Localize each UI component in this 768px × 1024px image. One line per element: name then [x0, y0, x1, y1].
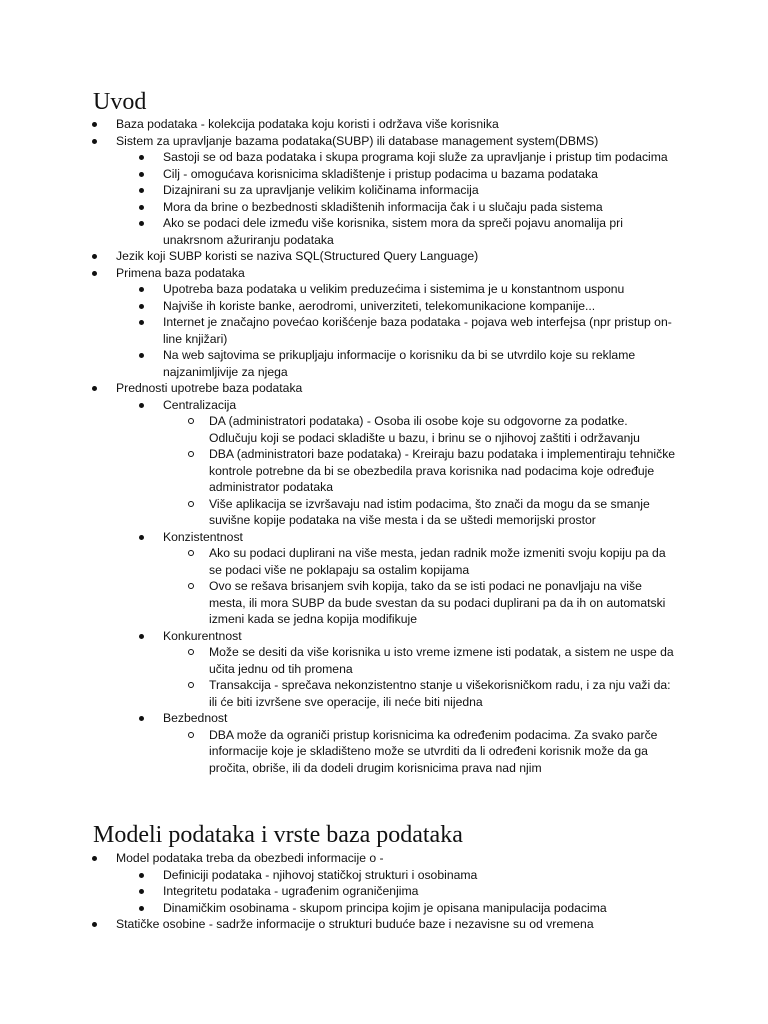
- section-heading-uvod: Uvod: [93, 89, 147, 115]
- bullet-icon: [136, 397, 146, 414]
- bullet-icon: [136, 215, 146, 232]
- circle-bullet-icon: [186, 578, 196, 595]
- bullet-icon: [136, 529, 146, 546]
- list-item-text: Jezik koji SUBP koristi se naziva SQL(Structured Query Language): [116, 249, 479, 263]
- list-item-text: Ako se podaci dele između više korisnika, sistem mora da spreči pojavu anomalija pri unakrsnom ažuriranju podataka: [163, 216, 623, 247]
- list-item-text: Konkurentnost: [163, 628, 242, 643]
- list-item-level-2: [0, 149, 768, 166]
- list-item-level-1: [0, 116, 768, 133]
- bullet-icon: [89, 916, 99, 933]
- bullet-icon: [89, 380, 99, 397]
- bullet-icon: [136, 166, 146, 183]
- list-item-level-2: [0, 166, 768, 183]
- list-item-level-2: [0, 529, 768, 546]
- list-item-level-3: [0, 446, 768, 496]
- list-item-text: Statičke osobine - sadrže informacije o strukturi buduće baze i nezavisne su od vremena: [116, 917, 594, 931]
- list-item-text: Više aplikacija se izvršavaju nad istim podacima, što znači da mogu da se smanje suvišne kopije podataka na više mesta i da se uštedi memorijski prostor: [209, 496, 650, 527]
- bullet-icon: [136, 710, 146, 727]
- list-item-text: Integritetu podataka - ugrađenim ograničenjima: [163, 884, 419, 898]
- bullet-icon: [136, 867, 146, 884]
- list-item-text: Ovo se rešava brisanjem svih kopija, tako da se isti podaci ne ponavljaju na više mesta, ili mora SUBP da bude svestan da su podaci duplirani pa da ih on automatski izmeni kada se jedna kopija modifikuje: [209, 579, 666, 626]
- bullet-list-uvod: [0, 116, 768, 776]
- list-item-level-2: [0, 900, 768, 917]
- circle-bullet-icon: [186, 545, 196, 562]
- list-item-text: Ako su podaci duplirani na više mesta, jedan radnik može izmeniti svoju kopiju pa da se podaci više ne poklapaju sa ostalim kopijama: [209, 546, 666, 577]
- bullet-icon: [89, 850, 99, 867]
- bullet-icon: [136, 182, 146, 199]
- list-item-level-2: [0, 710, 768, 727]
- list-item-text: DBA (administratori baze podataka) - Kreiraju bazu podataka i implementiraju tehničke kontrole potrebne da bi se obezbedila prava korisnika nad podacima koje određuje administrator podataka: [209, 447, 676, 494]
- bullet-icon: [89, 265, 99, 282]
- list-item-level-2: [0, 347, 768, 380]
- list-item-text: DA (administratori podataka) - Osoba ili osobe koje su odgovorne za podatke. Odlučuju koji se podaci skladište u bazu, i brinu se o njihovoj zaštiti i održavanju: [209, 414, 640, 445]
- list-item-text: Dinamičkim osobinama - skupom principa kojim je opisana manipulacija podacima: [163, 900, 607, 915]
- list-item-level-1: [0, 380, 768, 397]
- list-item-text: Prednosti upotrebe baza podataka: [116, 381, 303, 395]
- list-item-text: Na web sajtovima se prikupljaju informacije o korisniku da bi se utvrdilo koje su reklame najzanimljivije za njega: [163, 348, 636, 379]
- list-item-text: Konzistentnost: [163, 529, 243, 544]
- circle-bullet-icon: [186, 496, 196, 513]
- list-item-level-1: [0, 133, 768, 150]
- bullet-icon: [136, 883, 146, 900]
- circle-bullet-icon: [186, 677, 196, 694]
- list-item-level-2: [0, 182, 768, 199]
- list-item-level-3: [0, 496, 768, 529]
- circle-bullet-icon: [186, 446, 196, 463]
- bullet-icon: [136, 900, 146, 917]
- list-item-level-2: [0, 397, 768, 414]
- list-item-text: Model podataka treba da obezbedi informacije o -: [116, 851, 384, 865]
- list-item-level-3: [0, 545, 768, 578]
- list-item-level-2: [0, 298, 768, 315]
- bullet-icon: [136, 281, 146, 298]
- list-item-level-2: [0, 199, 768, 216]
- list-item-level-2: [0, 281, 768, 298]
- list-item-level-2: [0, 628, 768, 645]
- list-item-text: Dizajnirani su za upravljanje velikim količinama informacija: [163, 183, 479, 197]
- list-item-text: Upotreba baza podataka u velikim preduzećima i sistemima je u konstantnom usponu: [163, 282, 625, 296]
- circle-bullet-icon: [186, 727, 196, 744]
- list-item-text: DBA može da ograniči pristup korisnicima ka određenim podacima. Za svako parče informacije koje je skladišteno može se utvrditi da li određeni korisnik može da ga pročita, obriše, ili da dodeli drugim korisnicima prava nad njim: [209, 727, 658, 775]
- bullet-icon: [136, 298, 146, 315]
- list-item-text: Primena baza podataka: [116, 265, 245, 280]
- list-item-text: Centralizacija: [163, 397, 237, 412]
- list-item-level-1: [0, 850, 768, 867]
- circle-bullet-icon: [186, 413, 196, 430]
- list-item-text: Cilj - omogućava korisnicima skladištenje i pristup podacima u bazama podataka: [163, 166, 598, 181]
- list-item-level-2: [0, 215, 768, 248]
- list-item-level-3: [0, 578, 768, 628]
- bullet-icon: [89, 116, 99, 133]
- list-item-text: Najviše ih koriste banke, aerodromi, univerziteti, telekomunikacione kompanije...: [163, 298, 596, 313]
- list-item-text: Bezbednost: [163, 711, 228, 725]
- list-item-level-3: [0, 644, 768, 677]
- circle-bullet-icon: [186, 644, 196, 661]
- section-heading-modeli-podataka: Modeli podataka i vrste baza podataka: [93, 822, 463, 848]
- list-item-text: Transakcija - sprečava nekonzistentno stanje u višekorisničkom radu, i za nju važi da: ili će biti izvršene sve operacije, ili neće biti nijedna: [209, 678, 671, 709]
- list-item-level-3: [0, 727, 768, 777]
- bullet-icon: [136, 314, 146, 331]
- list-item-text: Sistem za upravljanje bazama podataka(SUBP) ili database management system(DBMS): [116, 133, 599, 148]
- bullet-icon: [136, 149, 146, 166]
- bullet-icon: [136, 628, 146, 645]
- list-item-text: Internet je značajno povećao korišćenje baza podataka - pojava web interfejsa (npr pristup on-line knjižari): [163, 315, 672, 346]
- list-item-level-1: [0, 248, 768, 265]
- list-item-text: Definiciji podataka - njihovoj statičkoj strukturi i osobinama: [163, 867, 478, 882]
- bullet-icon: [89, 133, 99, 150]
- list-item-level-1: [0, 265, 768, 282]
- bullet-list-modeli-podataka: [0, 850, 768, 933]
- bullet-icon: [89, 248, 99, 265]
- list-item-text: Sastoji se od baza podataka i skupa programa koji služe za upravljanje i pristup tim podacima: [163, 150, 668, 164]
- list-item-level-2: [0, 883, 768, 900]
- list-item-text: Može se desiti da više korisnika u isto vreme izmene isti podatak, a sistem ne uspe da učita jednu od tih promena: [209, 645, 674, 676]
- list-item-level-2: [0, 314, 768, 347]
- list-item-text: Mora da brine o bezbednosti skladištenih informacija čak i u slučaju pada sistema: [163, 199, 603, 214]
- list-item-level-3: [0, 677, 768, 710]
- list-item-level-3: [0, 413, 768, 446]
- bullet-icon: [136, 199, 146, 216]
- list-item-level-2: [0, 867, 768, 884]
- list-item-level-1: [0, 916, 768, 933]
- list-item-text: Baza podataka - kolekcija podataka koju koristi i održava više korisnika: [116, 117, 499, 131]
- bullet-icon: [136, 347, 146, 364]
